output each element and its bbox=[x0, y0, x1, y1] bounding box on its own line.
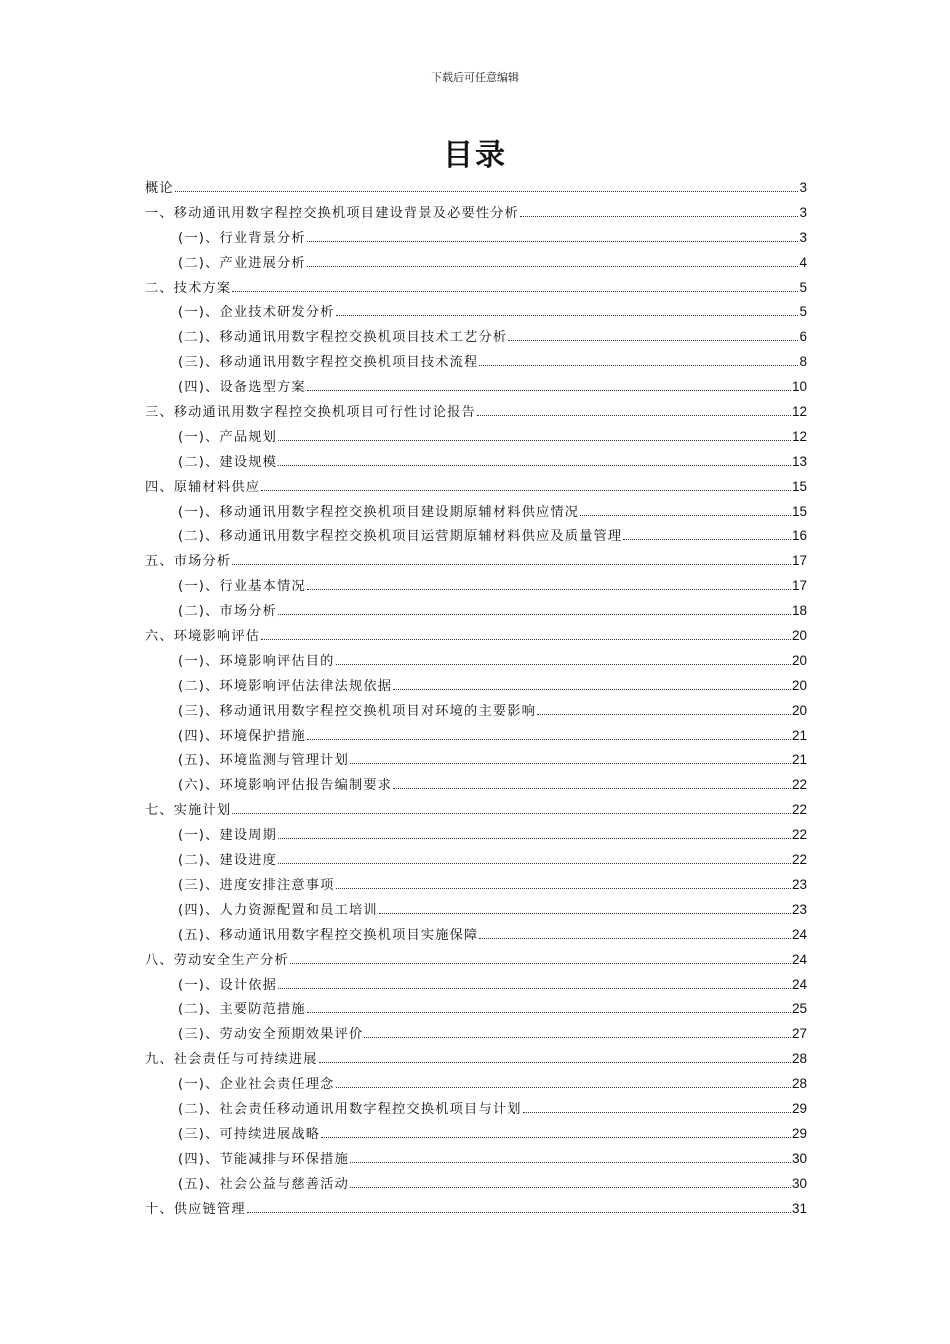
toc-entry-title: (三)、可持续进展战略 bbox=[178, 1126, 321, 1142]
toc-entry[interactable] bbox=[145, 699, 807, 724]
toc-entry[interactable] bbox=[145, 450, 807, 475]
toc-entry-title: (三)、移动通讯用数字程控交换机项目对环境的主要影响 bbox=[178, 703, 536, 719]
toc-leader-dots bbox=[278, 440, 791, 441]
toc-entry-title: (六)、环境影响评估报告编制要求 bbox=[178, 778, 393, 794]
toc-entry[interactable] bbox=[145, 798, 807, 823]
toc-entry-title: (二)、市场分析 bbox=[178, 604, 278, 620]
toc-leader-dots bbox=[350, 1187, 791, 1188]
toc-entry[interactable] bbox=[145, 649, 807, 674]
toc-entry[interactable] bbox=[145, 873, 807, 898]
toc-leader-dots bbox=[232, 291, 798, 292]
toc-page-number: 28 bbox=[791, 1076, 807, 1092]
toc-leader-dots bbox=[336, 315, 799, 316]
toc-entry[interactable] bbox=[145, 176, 807, 201]
toc-page-number: 13 bbox=[791, 453, 807, 469]
toc-entry[interactable] bbox=[145, 624, 807, 649]
toc-page-number: 28 bbox=[791, 1051, 807, 1067]
toc-entry-title: (五)、移动通讯用数字程控交换机项目实施保障 bbox=[178, 927, 479, 943]
toc-leader-dots bbox=[278, 988, 791, 989]
toc-page-number: 30 bbox=[791, 1175, 807, 1191]
toc-page-number: 15 bbox=[791, 503, 807, 519]
toc-leader-dots bbox=[479, 938, 791, 939]
toc-entry-title: (四)、环境保护措施 bbox=[178, 728, 306, 744]
toc-entry[interactable] bbox=[145, 1197, 807, 1222]
toc-page-number: 17 bbox=[791, 578, 807, 594]
toc-entry-title: 五、市场分析 bbox=[145, 554, 232, 570]
toc-entry-title: (二)、社会责任移动通讯用数字程控交换机项目与计划 bbox=[178, 1101, 522, 1117]
toc-page-number: 22 bbox=[791, 852, 807, 868]
toc-entry[interactable] bbox=[145, 350, 807, 375]
toc-leader-dots bbox=[319, 1062, 791, 1063]
toc-page-number: 20 bbox=[791, 677, 807, 693]
toc-leader-dots bbox=[307, 241, 799, 242]
toc-leader-dots bbox=[232, 564, 791, 565]
toc-page-number: 25 bbox=[791, 1001, 807, 1017]
toc-entry-title: (四)、节能减排与环保措施 bbox=[178, 1151, 349, 1167]
toc-leader-dots bbox=[175, 191, 799, 192]
toc-leader-dots bbox=[623, 539, 791, 540]
toc-page-number: 22 bbox=[791, 827, 807, 843]
toc-leader-dots bbox=[307, 739, 791, 740]
toc-entry[interactable] bbox=[145, 748, 807, 773]
toc-page-number: 3 bbox=[799, 204, 807, 220]
toc-leader-dots bbox=[307, 589, 791, 590]
toc-entry[interactable] bbox=[145, 848, 807, 873]
toc-entry[interactable] bbox=[145, 226, 807, 251]
toc-leader-dots bbox=[336, 664, 791, 665]
toc-page-number: 20 bbox=[791, 702, 807, 718]
toc-entry-title: (五)、社会公益与慈善活动 bbox=[178, 1176, 349, 1192]
toc-entry[interactable] bbox=[145, 1047, 807, 1072]
toc-page-number: 8 bbox=[799, 354, 807, 370]
toc-leader-dots bbox=[261, 639, 791, 640]
toc-entry-title: (二)、建设进度 bbox=[178, 853, 278, 869]
toc-entry-title: (四)、设备选型方案 bbox=[178, 380, 306, 396]
toc-entry[interactable] bbox=[145, 823, 807, 848]
toc-leader-dots bbox=[278, 614, 791, 615]
toc-page-number: 12 bbox=[791, 404, 807, 420]
toc-title: 目录 bbox=[443, 138, 507, 173]
toc-entry[interactable] bbox=[145, 375, 807, 400]
toc-entry[interactable] bbox=[145, 773, 807, 798]
toc-entry-title: (二)、移动通讯用数字程控交换机项目技术工艺分析 bbox=[178, 330, 508, 346]
toc-entry[interactable] bbox=[145, 997, 807, 1022]
toc-entry-title: 九、社会责任与可持续进展 bbox=[145, 1052, 318, 1068]
toc-entry-title: (四)、人力资源配置和员工培训 bbox=[178, 902, 378, 918]
toc-leader-dots bbox=[523, 1112, 791, 1113]
toc-page-number: 5 bbox=[799, 304, 807, 320]
toc-page-number: 29 bbox=[791, 1125, 807, 1141]
toc-page-number: 3 bbox=[799, 229, 807, 245]
toc-entry[interactable] bbox=[145, 898, 807, 923]
toc-page-number: 4 bbox=[799, 254, 807, 270]
toc-entry[interactable] bbox=[145, 724, 807, 749]
toc-entry-title: (一)、行业背景分析 bbox=[178, 230, 306, 246]
toc-entry[interactable] bbox=[145, 524, 807, 549]
toc-entry-title: (一)、企业技术研发分析 bbox=[178, 305, 335, 321]
toc-entry[interactable] bbox=[145, 425, 807, 450]
toc-leader-dots bbox=[247, 1212, 791, 1213]
toc-page-number: 23 bbox=[791, 876, 807, 892]
toc-entry-title: 十、供应链管理 bbox=[145, 1201, 246, 1217]
toc-entry[interactable] bbox=[145, 300, 807, 325]
toc-leader-dots bbox=[307, 390, 791, 391]
toc-page-number: 15 bbox=[791, 478, 807, 494]
toc-leader-dots bbox=[336, 1087, 791, 1088]
toc-page-number: 21 bbox=[791, 727, 807, 743]
toc-entry-title: (二)、建设规模 bbox=[178, 454, 278, 470]
toc-leader-dots bbox=[290, 963, 791, 964]
toc-entry-title: 三、移动通讯用数字程控交换机项目可行性讨论报告 bbox=[145, 405, 476, 421]
toc-page-number: 24 bbox=[791, 926, 807, 942]
toc-entry-title: (一)、产品规划 bbox=[178, 429, 278, 445]
toc-entry-title: (一)、环境影响评估目的 bbox=[178, 653, 335, 669]
toc-page-number: 30 bbox=[791, 1150, 807, 1166]
toc-page-number: 31 bbox=[791, 1200, 807, 1216]
toc-entry[interactable] bbox=[145, 276, 807, 301]
toc-entry-title: (三)、劳动安全预期效果评价 bbox=[178, 1027, 364, 1043]
toc-entry-title: 八、劳动安全生产分析 bbox=[145, 952, 289, 968]
toc-page-number: 6 bbox=[799, 329, 807, 345]
toc-leader-dots bbox=[278, 863, 791, 864]
toc-leader-dots bbox=[307, 1012, 791, 1013]
toc-leader-dots bbox=[278, 465, 791, 466]
toc-entry[interactable] bbox=[145, 475, 807, 500]
toc-page-number: 21 bbox=[791, 752, 807, 768]
toc-entry-title: 概论 bbox=[145, 181, 174, 196]
toc-entry-title: 六、环境影响评估 bbox=[145, 629, 261, 645]
toc-leader-dots bbox=[364, 1037, 791, 1038]
toc-entry-title: 一、移动通讯用数字程控交换机项目建设背景及必要性分析 bbox=[145, 205, 520, 221]
toc-entry-title: (二)、产业进展分析 bbox=[178, 255, 306, 271]
toc-entry-title: (二)、主要防范措施 bbox=[178, 1002, 306, 1018]
toc-page-number: 10 bbox=[791, 379, 807, 395]
toc-leader-dots bbox=[379, 913, 791, 914]
toc-leader-dots bbox=[537, 714, 791, 715]
toc-page-number: 18 bbox=[791, 603, 807, 619]
toc-page-number: 27 bbox=[791, 1026, 807, 1042]
toc-entry-title: (一)、建设周期 bbox=[178, 828, 278, 844]
toc-leader-dots bbox=[307, 266, 799, 267]
toc-page-number: 24 bbox=[791, 976, 807, 992]
toc-leader-dots bbox=[232, 813, 791, 814]
toc-leader-dots bbox=[508, 340, 798, 341]
toc-leader-dots bbox=[350, 1162, 791, 1163]
toc-page-number: 22 bbox=[791, 777, 807, 793]
toc-leader-dots bbox=[321, 1137, 791, 1138]
toc-entry-title: (三)、进度安排注意事项 bbox=[178, 877, 335, 893]
toc-entry[interactable] bbox=[145, 1172, 807, 1197]
toc-entry-title: (一)、移动通讯用数字程控交换机项目建设期原辅材料供应情况 bbox=[178, 504, 580, 520]
toc-page-number: 17 bbox=[791, 553, 807, 569]
toc-entry[interactable] bbox=[145, 549, 807, 574]
toc-entry-title: (一)、设计依据 bbox=[178, 977, 278, 993]
toc-page-number: 16 bbox=[791, 528, 807, 544]
toc-entry[interactable] bbox=[145, 923, 807, 948]
toc-entry[interactable] bbox=[145, 201, 807, 226]
toc-entry[interactable] bbox=[145, 1072, 807, 1097]
toc-entry[interactable] bbox=[145, 674, 807, 699]
toc-page-number: 29 bbox=[791, 1100, 807, 1116]
toc-entry-title: (三)、移动通讯用数字程控交换机项目技术流程 bbox=[178, 355, 479, 371]
toc-entry[interactable] bbox=[145, 325, 807, 350]
toc-entry-title: (二)、环境影响评估法律法规依据 bbox=[178, 678, 393, 694]
toc-entry-title: (一)、企业社会责任理念 bbox=[178, 1077, 335, 1093]
toc-leader-dots bbox=[336, 888, 791, 889]
toc-entry-title: 七、实施计划 bbox=[145, 803, 232, 819]
toc-entry[interactable] bbox=[145, 1122, 807, 1147]
toc-entry[interactable] bbox=[145, 599, 807, 624]
toc-entry[interactable] bbox=[145, 500, 807, 525]
toc-leader-dots bbox=[520, 216, 798, 217]
toc-leader-dots bbox=[278, 838, 791, 839]
toc-entry[interactable] bbox=[145, 948, 807, 973]
toc-entry[interactable] bbox=[145, 973, 807, 998]
toc-leader-dots bbox=[261, 490, 791, 491]
header-note: 下载后可任意编辑 bbox=[431, 71, 519, 84]
toc-entry-title: (五)、环境监测与管理计划 bbox=[178, 753, 349, 769]
toc-entry[interactable] bbox=[145, 1022, 807, 1047]
toc-entry-title: 四、原辅材料供应 bbox=[145, 479, 261, 495]
toc-entry[interactable] bbox=[145, 251, 807, 276]
table-of-contents bbox=[145, 176, 807, 1221]
toc-entry-title: 二、技术方案 bbox=[145, 280, 232, 296]
toc-entry[interactable] bbox=[145, 574, 807, 599]
toc-leader-dots bbox=[479, 365, 798, 366]
toc-entry[interactable] bbox=[145, 1147, 807, 1172]
toc-page-number: 12 bbox=[791, 428, 807, 444]
toc-page-number: 22 bbox=[791, 802, 807, 818]
toc-page-number: 24 bbox=[791, 951, 807, 967]
toc-entry-title: (二)、移动通讯用数字程控交换机项目运营期原辅材料供应及质量管理 bbox=[178, 529, 623, 545]
toc-leader-dots bbox=[393, 689, 791, 690]
toc-leader-dots bbox=[350, 763, 791, 764]
toc-page-number: 3 bbox=[799, 180, 807, 195]
toc-entry[interactable] bbox=[145, 1097, 807, 1122]
toc-leader-dots bbox=[393, 788, 791, 789]
toc-page-number: 23 bbox=[791, 901, 807, 917]
toc-page-number: 20 bbox=[791, 628, 807, 644]
toc-page-number: 20 bbox=[791, 652, 807, 668]
toc-leader-dots bbox=[477, 415, 791, 416]
toc-entry-title: (一)、行业基本情况 bbox=[178, 579, 306, 595]
toc-page-number: 5 bbox=[799, 279, 807, 295]
toc-entry[interactable] bbox=[145, 400, 807, 425]
toc-leader-dots bbox=[580, 515, 791, 516]
